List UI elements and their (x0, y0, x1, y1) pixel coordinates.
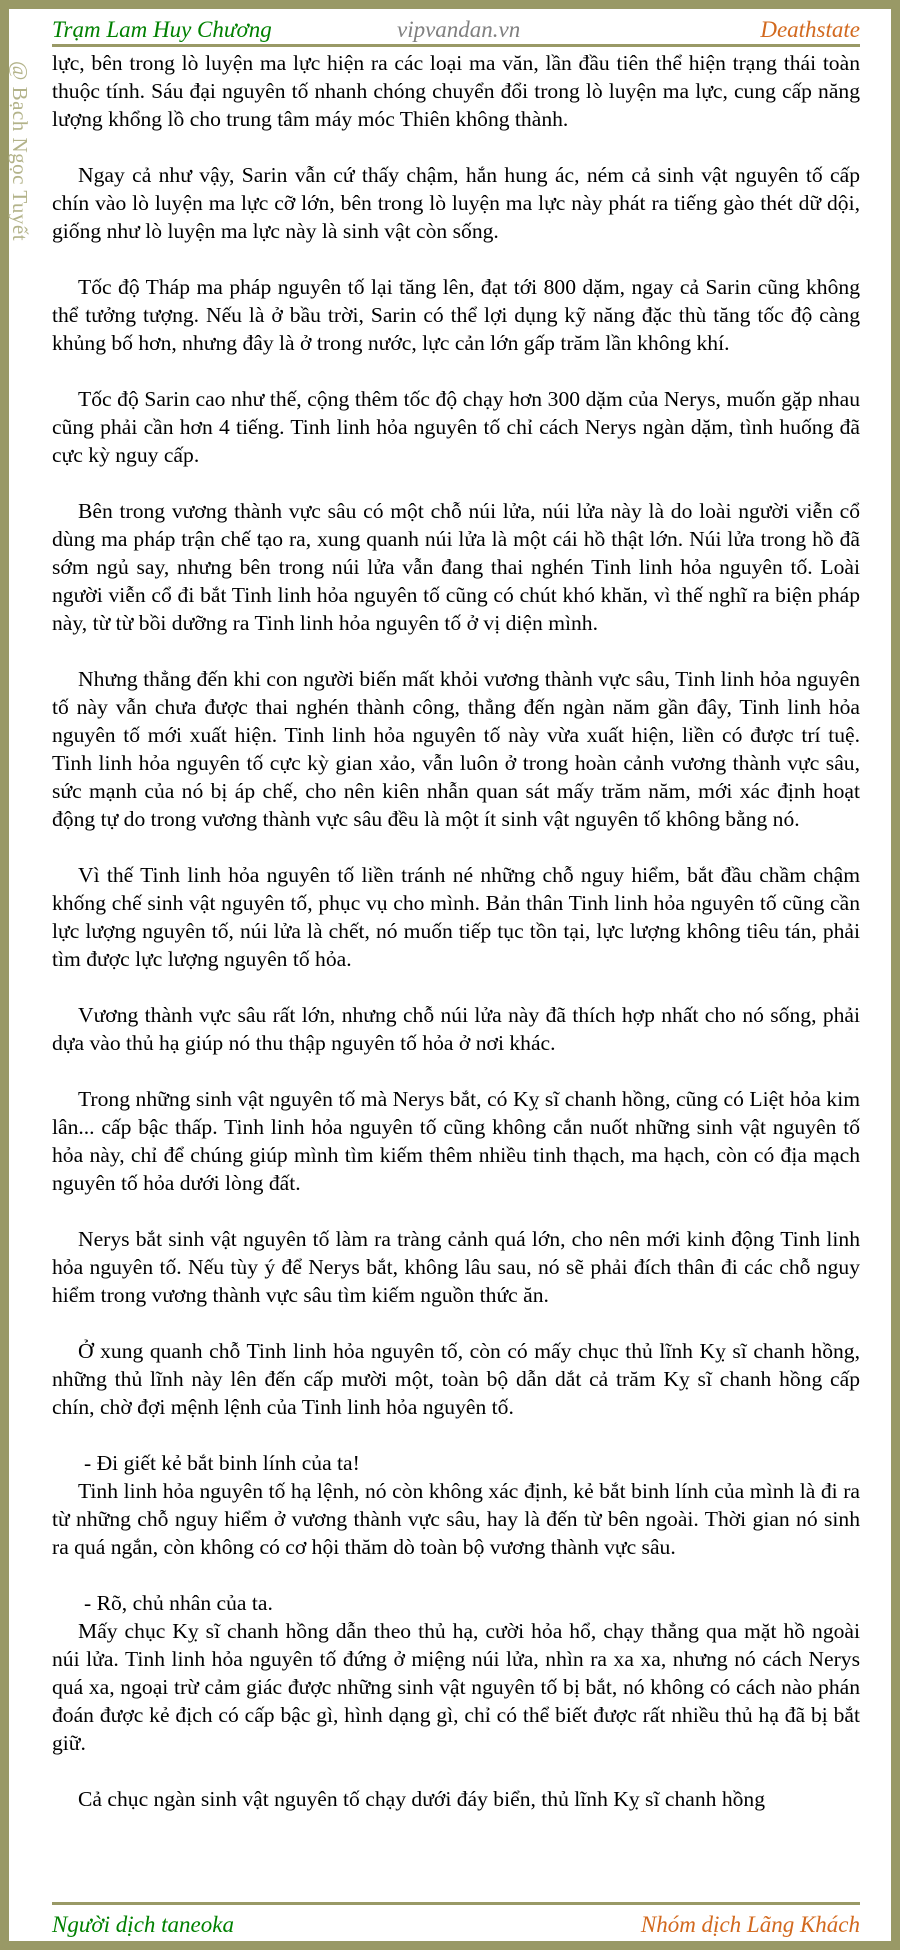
paragraph: Vì thế Tinh linh hỏa nguyên tố liền tránh né những chỗ nguy hiểm, bắt đầu chầm chậm khống chế sinh vật nguyên tố, phục vụ cho mình. Bản thân Tinh linh hỏa nguyên tố cũng cần lực lượng nguyên tố, núi lửa là chết, nó muốn tiếp tục tồn tại, lực lượng không tiêu tán, phải tìm được lực lượng nguyên tố hỏa. (52, 863, 860, 971)
dialog-line: - Đi giết kẻ bắt binh lính của ta! (84, 1451, 360, 1475)
chapter-body (52, 49, 860, 1841)
footer-group: Nhóm dịch Lãng Khách (640, 1912, 860, 1937)
paragraph: Cả chục ngàn sinh vật nguyên tố chạy dưới đáy biển, thủ lĩnh Kỵ sĩ chanh hồng (78, 1787, 766, 1811)
page (9, 9, 891, 1941)
paragraph: Tinh linh hỏa nguyên tố hạ lệnh, nó còn không xác định, kẻ bắt binh lính của mình là đi ra từ những chỗ nguy hiểm ở vương thành vực sâu, hay là đến từ bên ngoài. Thời gian nó sinh ra quá ngắn, còn không có cơ hội thăm dò toàn bộ vương thành vực sâu. (52, 1479, 860, 1559)
paragraph: Trong những sinh vật nguyên tố mà Nerys bắt, có Kỵ sĩ chanh hồng, cũng có Liệt hỏa kim lân... cấp bậc thấp. Tinh linh hỏa nguyên tố cũng không cắn nuốt những sinh vật nguyên tố hỏa này, chỉ để chúng giúp mình tìm kiếm thêm nhiều tinh thạch, ma hạch, còn có địa mạch nguyên tố hỏa dưới lòng đất. (52, 1087, 860, 1195)
dialog-line: - Rõ, chủ nhân của ta. (84, 1591, 273, 1615)
paragraph: Nhưng thẳng đến khi con người biến mất khỏi vương thành vực sâu, Tinh linh hỏa nguyên tố này vẫn chưa được thai nghén thành công, thẳng đến ngàn năm gần đây, Tinh linh hỏa nguyên tố mới xuất hiện. Tinh linh hỏa nguyên tố này vừa xuất hiện, liền có được trí tuệ. Tinh linh hỏa nguyên tố cực kỳ gian xảo, vẫn luôn ở trong hoàn cảnh vương thành vực sâu, sức mạnh của nó bị áp chế, cho nên kiên nhẫn quan sát mấy trăm năm, mới xác định hoạt động tự do trong vương thành vực sâu đều là một ít sinh vật nguyên tố không bằng nó. (52, 667, 860, 831)
paragraph: Tốc độ Tháp ma pháp nguyên tố lại tăng lên, đạt tới 800 dặm, ngay cả Sarin cũng không thể tưởng tượng. Nếu là ở bầu trời, Sarin có thể lợi dụng kỹ năng đặc thù tăng tốc độ càng khủng bố hơn, nhưng đây là ở trong nước, lực cản lớn gấp trăm lần không khí. (52, 275, 860, 355)
footer-translator: Người dịch taneoka (52, 1912, 234, 1937)
paragraph: Bên trong vương thành vực sâu có một chỗ núi lửa, núi lửa này là do loài người viễn cổ dùng ma pháp trận chế tạo ra, xung quanh núi lửa là một cái hồ thật lớn. Núi lửa trong hồ đã sớm ngủ say, nhưng bên trong núi lửa vẫn đang thai nghén Tinh linh hỏa nguyên tố. Loài người viễn cổ đi bắt Tinh linh hỏa nguyên tố cũng có chút khó khăn, vì thế nghĩ ra biện pháp này, từ từ bồi dưỡng ra Tinh linh hỏa nguyên tố ở vị diện mình. (52, 499, 860, 635)
header-divider (52, 44, 860, 47)
paragraph: lực, bên trong lò luyện ma lực hiện ra các loại ma văn, lần đầu tiên thể hiện trạng thái toàn thuộc tính. Sáu đại nguyên tố nhanh chóng chuyển đổi trong lò luyện ma lực, cung cấp năng lượng khổng lồ cho trung tâm máy móc Thiên không thành. (52, 51, 860, 131)
paragraph: Ngay cả như vậy, Sarin vẫn cứ thấy chậm, hắn hung ác, ném cả sinh vật nguyên tố cấp chín vào lò luyện ma lực cỡ lớn, bên trong lò luyện ma lực này phát ra tiếng gào thét dữ dội, giống như lò luyện ma lực này là sinh vật còn sống. (52, 163, 860, 243)
paragraph: Mấy chục Kỵ sĩ chanh hồng dẫn theo thủ hạ, cười hỏa hổ, chạy thẳng qua mặt hồ ngoài núi lửa. Tinh linh hỏa nguyên tố đứng ở miệng núi lửa, nhìn ra xa xa, nhưng nó cách Nerys quá xa, ngoại trừ cảm giác được những sinh vật nguyên tố bị bắt, nó không có cách nào phán đoán được kẻ địch có cấp bậc gì, hình dạng gì, chỉ có thể biết được rất nhiều thủ hạ đã bị bắt giữ. (52, 1619, 860, 1755)
header-url: vipvandan.vn (397, 17, 521, 42)
paragraph: Tốc độ Sarin cao như thế, cộng thêm tốc độ chạy hơn 300 dặm của Nerys, muốn gặp nhau cũng phải cần hơn 4 tiếng. Tinh linh hỏa nguyên tố chỉ cách Nerys ngàn dặm, tình huống đã cực kỳ nguy cấp. (52, 387, 860, 467)
paragraph: Vương thành vực sâu rất lớn, nhưng chỗ núi lửa này đã thích hợp nhất cho nó sống, phải dựa vào thủ hạ giúp nó thu thập nguyên tố hỏa ở nơi khác. (52, 1003, 860, 1055)
header-author: Deathstate (760, 17, 860, 42)
header-site-name: Trạm Lam Huy Chương (52, 17, 272, 42)
page-header (52, 17, 860, 43)
paragraph: Nerys bắt sinh vật nguyên tố làm ra tràng cảnh quá lớn, cho nên mới kinh động Tinh linh hỏa nguyên tố. Nếu tùy ý để Nerys bắt, không lâu sau, nó sẽ phải đích thân đi các chỗ nguy hiểm trong vương thành vực sâu tìm kiếm nguồn thức ăn. (52, 1227, 860, 1307)
paragraph: Ở xung quanh chỗ Tinh linh hỏa nguyên tố, còn có mấy chục thủ lĩnh Kỵ sĩ chanh hồng, những thủ lĩnh này lên đến cấp mười một, toàn bộ dẫn dắt cả trăm Kỵ sĩ chanh hồng cấp chín, chờ đợi mệnh lệnh của Tinh linh hỏa nguyên tố. (52, 1339, 860, 1419)
footer-divider (52, 1902, 860, 1905)
side-watermark: @ Bạch Ngọc Tuyết (8, 61, 32, 242)
page-footer (52, 1912, 860, 1938)
